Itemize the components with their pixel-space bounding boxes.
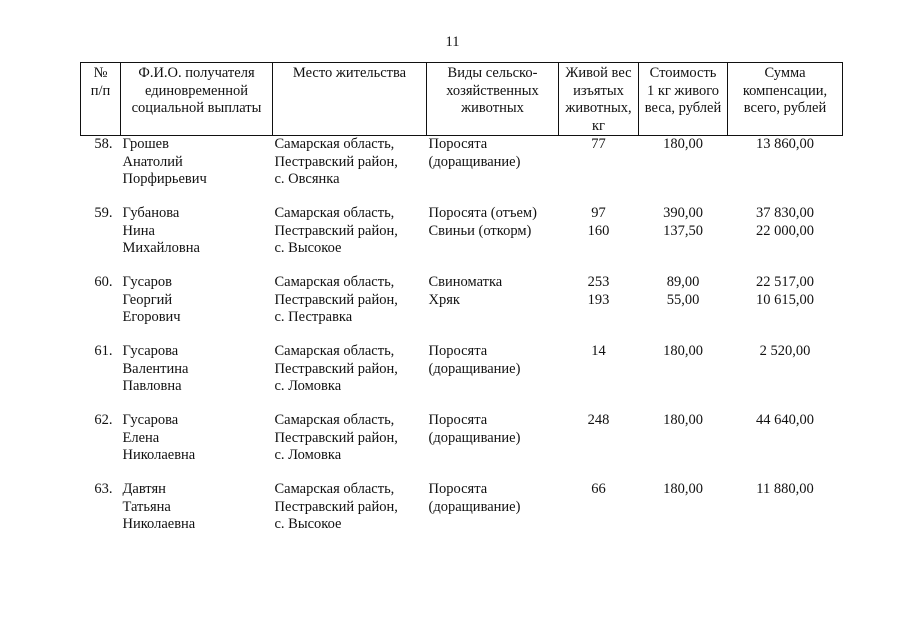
cell-line: 180,00 xyxy=(663,481,703,497)
cell-line: Пестравский район, xyxy=(274,360,398,377)
row-number-cell: 61. xyxy=(94,343,113,359)
header-line: № xyxy=(93,65,108,81)
table-row xyxy=(81,136,843,206)
animal-kind-cell xyxy=(427,205,559,274)
cell-line: 97 xyxy=(591,205,606,221)
recipient-name-cell xyxy=(121,481,273,537)
table-row xyxy=(81,412,843,481)
table-row xyxy=(81,481,843,537)
cell-line: с. Высокое xyxy=(274,240,342,256)
compensation-sum-cell xyxy=(728,136,843,206)
cell-line: Гусаров xyxy=(122,274,172,290)
table-row xyxy=(81,274,843,343)
compensation-table xyxy=(80,62,843,537)
residence-cell xyxy=(273,274,427,343)
cell-line: Нина xyxy=(122,222,155,239)
cell-line: Николаевна xyxy=(122,447,196,463)
cell-line: 160 xyxy=(587,222,610,239)
live-weight-cell xyxy=(559,136,639,206)
cell-line: 253 xyxy=(587,274,610,290)
header-line: Сумма xyxy=(764,65,806,81)
cell-line: Поросята (отъем) xyxy=(428,205,537,221)
cell-line: Татьяна xyxy=(122,498,171,515)
header-line: Место жительства xyxy=(292,65,407,81)
cell-line: (доращивание) xyxy=(428,153,521,170)
header-compensation-sum xyxy=(728,63,843,136)
cell-line: с. Ломовка xyxy=(274,447,342,463)
animal-kind-cell xyxy=(427,136,559,206)
cell-line: 89,00 xyxy=(666,274,700,290)
cell-line: Поросята xyxy=(428,481,488,497)
compensation-sum-cell xyxy=(728,343,843,412)
row-number-cell: 59. xyxy=(94,205,113,221)
recipient-name-cell xyxy=(121,343,273,412)
residence-cell xyxy=(273,205,427,274)
cell-line: 22 517,00 xyxy=(756,274,814,290)
page-number: 11 xyxy=(445,34,460,50)
header-line: п/п xyxy=(90,82,111,99)
header-line: кг xyxy=(592,117,605,134)
table-row xyxy=(81,343,843,412)
header-line: Виды сельско- xyxy=(447,65,538,81)
cell-line: Пестравский район, xyxy=(274,153,398,170)
header-line: Стоимость xyxy=(649,65,717,81)
compensation-sum-cell xyxy=(728,481,843,537)
cell-line: Давтян xyxy=(122,481,166,497)
live-weight-cell xyxy=(559,481,639,537)
cell-line: Самарская область, xyxy=(274,412,395,428)
animal-kind-cell xyxy=(427,274,559,343)
cell-line: Свиноматка xyxy=(428,274,503,290)
cell-line: Валентина xyxy=(122,360,189,377)
recipient-name-cell xyxy=(121,205,273,274)
cell-line: с. Высокое xyxy=(274,516,342,532)
cell-line: (доращивание) xyxy=(428,360,521,377)
header-number xyxy=(81,63,121,136)
header-line: компенсации, xyxy=(742,82,828,99)
cell-line: Пестравский район, xyxy=(274,291,398,308)
header-line: всего, рублей xyxy=(743,100,827,116)
cell-line: Свиньи (откорм) xyxy=(428,222,532,239)
residence-cell xyxy=(273,481,427,537)
cell-line: Павловна xyxy=(122,378,182,394)
cell-line: Гусарова xyxy=(122,412,179,428)
cell-line: 248 xyxy=(587,412,610,428)
live-weight-cell xyxy=(559,412,639,481)
cell-line: Хряк xyxy=(428,291,460,308)
cell-line: 2 520,00 xyxy=(759,343,811,359)
cell-line: Гусарова xyxy=(122,343,179,359)
cell-line: Пестравский район, xyxy=(274,222,398,239)
cell-line: 37 830,00 xyxy=(756,205,814,221)
cell-line: с. Ломовка xyxy=(274,378,342,394)
cell-line: 180,00 xyxy=(663,343,703,359)
cell-line: Егорович xyxy=(122,309,181,325)
residence-cell xyxy=(273,343,427,412)
cell-line: 77 xyxy=(591,136,606,152)
cell-line: Самарская область, xyxy=(274,481,395,497)
header-recipient-name xyxy=(121,63,273,136)
residence-cell xyxy=(273,136,427,206)
cell-line: с. Пестравка xyxy=(274,309,353,325)
header-line: единовременной xyxy=(144,82,249,99)
cell-line: Самарская область, xyxy=(274,343,395,359)
cell-line: 390,00 xyxy=(663,205,703,221)
cell-line: 14 xyxy=(591,343,606,359)
residence-cell xyxy=(273,412,427,481)
cell-line: Георгий xyxy=(122,291,173,308)
header-line: Ф.И.О. получателя xyxy=(138,65,255,81)
header-line: хозяйственных xyxy=(446,82,539,99)
compensation-sum-cell xyxy=(728,412,843,481)
cell-line: 193 xyxy=(587,291,610,308)
cell-line: Поросята xyxy=(428,136,488,152)
price-per-kg-cell xyxy=(639,274,728,343)
live-weight-cell xyxy=(559,343,639,412)
header-price-per-kg xyxy=(639,63,728,136)
header-line: 1 кг живого xyxy=(646,82,720,99)
header-line: Живой вес xyxy=(565,65,632,81)
cell-line: 137,50 xyxy=(663,222,703,239)
header-line: животных xyxy=(461,100,524,116)
cell-line: Елена xyxy=(122,429,160,446)
header-live-weight xyxy=(559,63,639,136)
header-line: веса, рублей xyxy=(644,100,722,116)
cell-line: 10 615,00 xyxy=(756,291,814,308)
cell-line: Пестравский район, xyxy=(274,429,398,446)
row-number-cell: 62. xyxy=(94,412,113,428)
header-residence xyxy=(273,63,427,136)
cell-line: с. Овсянка xyxy=(274,171,340,187)
cell-line: Губанова xyxy=(122,205,180,221)
cell-line: Самарская область, xyxy=(274,274,395,290)
cell-line: Поросята xyxy=(428,412,488,428)
animal-kind-cell xyxy=(427,412,559,481)
header-line: животных, xyxy=(565,100,632,116)
live-weight-cell xyxy=(559,274,639,343)
cell-line: Поросята xyxy=(428,343,488,359)
cell-line: 66 xyxy=(591,481,606,497)
price-per-kg-cell xyxy=(639,136,728,206)
recipient-name-cell xyxy=(121,136,273,206)
table-header-row xyxy=(81,63,843,136)
cell-line: Николаевна xyxy=(122,516,196,532)
cell-line: Анатолий xyxy=(122,153,183,170)
cell-line: Пестравский район, xyxy=(274,498,398,515)
cell-line: 44 640,00 xyxy=(756,412,814,428)
table-body xyxy=(81,136,843,538)
recipient-name-cell xyxy=(121,412,273,481)
price-per-kg-cell xyxy=(639,412,728,481)
cell-line: (доращивание) xyxy=(428,429,521,446)
cell-line: Порфирьевич xyxy=(122,171,207,187)
compensation-sum-cell xyxy=(728,274,843,343)
table-row xyxy=(81,205,843,274)
cell-line: 180,00 xyxy=(663,412,703,428)
animal-kind-cell xyxy=(427,343,559,412)
price-per-kg-cell xyxy=(639,343,728,412)
row-number-cell: 60. xyxy=(94,274,113,290)
price-per-kg-cell xyxy=(639,481,728,537)
cell-line: Самарская область, xyxy=(274,205,395,221)
cell-line: 55,00 xyxy=(666,291,700,308)
cell-line: Грошев xyxy=(122,136,169,152)
header-line: изъятых xyxy=(573,82,624,99)
row-number-cell: 58. xyxy=(94,136,113,152)
cell-line: 11 880,00 xyxy=(756,481,814,497)
row-number-cell: 63. xyxy=(94,481,113,497)
animal-kind-cell xyxy=(427,481,559,537)
price-per-kg-cell xyxy=(639,205,728,274)
cell-line: (доращивание) xyxy=(428,498,521,515)
recipient-name-cell xyxy=(121,274,273,343)
cell-line: 180,00 xyxy=(663,136,703,152)
cell-line: Самарская область, xyxy=(274,136,395,152)
live-weight-cell xyxy=(559,205,639,274)
cell-line: Михайловна xyxy=(122,240,200,256)
header-animal-kind xyxy=(427,63,559,136)
compensation-sum-cell xyxy=(728,205,843,274)
cell-line: 13 860,00 xyxy=(756,136,814,152)
cell-line: 22 000,00 xyxy=(756,222,814,239)
header-line: социальной выплаты xyxy=(131,100,262,116)
